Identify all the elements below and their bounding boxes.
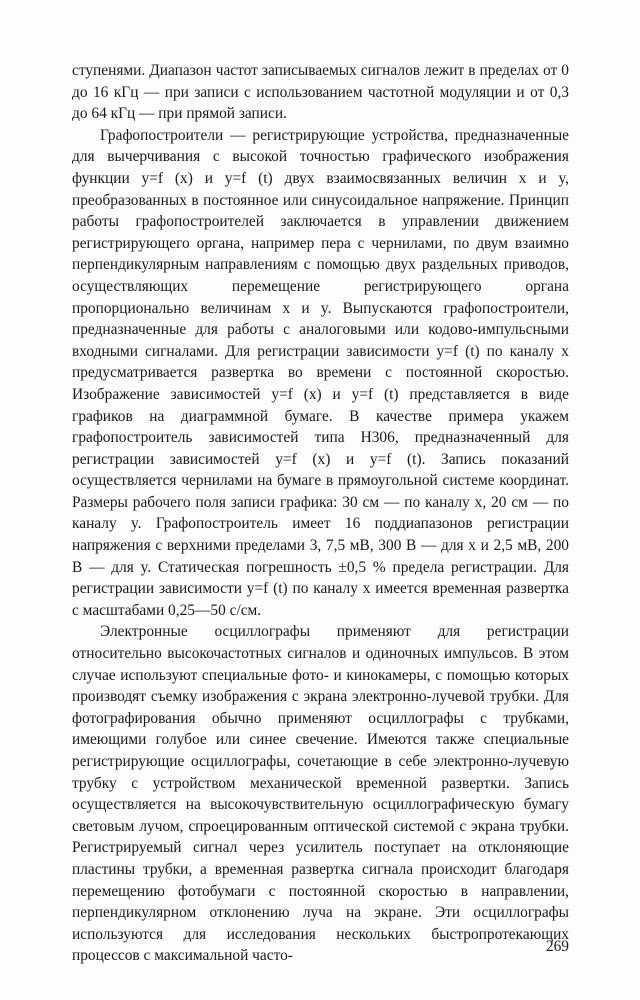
body-text xyxy=(72,60,569,967)
paragraph-plotters: Графопостроители — регистрирующие устройства, предназначенные для вычерчивания с высокой точностью графического изображения функции y=f (x) и y=f (t) двух взаимосвязанных величин x и y, преобразованных в постоянное или синусоидальное напряжение. Принцип работы графопостроителей заключается в управлении движением регистрирующего органа, например пера с чернилами, по двум взаимно перпендикулярным направлениям с помощью двух раздельных приводов, осуществляющих перемещение регистрирующего органа пропорционально величинам x и y. Выпускаются графопостроители, предназначенные для работы с аналоговыми или кодово-импульсными входными сигналами. Для регистрации зависимости y=f (t) по каналу x предусматривается развертка во времени с постоянной скоростью. Изображение зависимостей y=f (x) и y=f (t) представляется в виде графиков на диаграммной бумаге. В качестве примера укажем графопостроитель зависимостей типа Н306, предназначенный для регистрации зависимостей y=f (x) и y=f (t). Запись показаний осуществляется чернилами на бумаге в прямоугольной системе координат. Размеры рабочего поля записи графика: 30 см — по каналу x, 20 см — по каналу y. Графопостроитель имеет 16 поддиапазонов регистрации напряжения с верхними пределами 3, 7,5 мВ, 300 В — для x и 2,5 мВ, 200 В — для y. Статическая погрешность ±0,5 % предела регистрации. Для регистрации зависимости y=f (t) по каналу x имеется временная развертка с масштабами 0,25—50 с/см. xyxy=(72,126,569,619)
paragraph-oscilloscopes: Электронные осциллографы применяют для регистрации относительно высокочастотных сигналов и одиночных импульсов. В этом случае используют специальные фото- и кинокамеры, с помощью которых производят съемку изображения с экрана электронно-лучевой трубки. Для фотографирования обычно применяют осциллографы с трубками, имеющими голубое или синее свечение. Имеются также специальные регистрирующие осциллографы, сочетающие в себе электронно-лучевую трубку с устройством механической временной развертки. Запись осуществляется на высокочувствительную осциллографическую бумагу световым лучом, спроецированным оптической системой с экрана трубки. Регистрируемый сигнал через усилитель поступает на отклоняющие пластины трубки, а временная развертка сигнала происходит благодаря перемещению фотобумаги с постоянной скоростью в направлении, перпендикулярном отклонению луча на экране. Эти осциллографы используются для исследования нескольких быстропротекающих процессов с максимальной часто- xyxy=(72,623,569,965)
paragraph-continuation: ступенями. Диапазон частот записываемых сигналов лежит в пределах от 0 до 16 кГц — при записи с использованием частотной модуляции и от 0,3 до 64 кГц — при прямой записи. xyxy=(72,62,569,123)
page-number: 269 xyxy=(545,938,569,955)
